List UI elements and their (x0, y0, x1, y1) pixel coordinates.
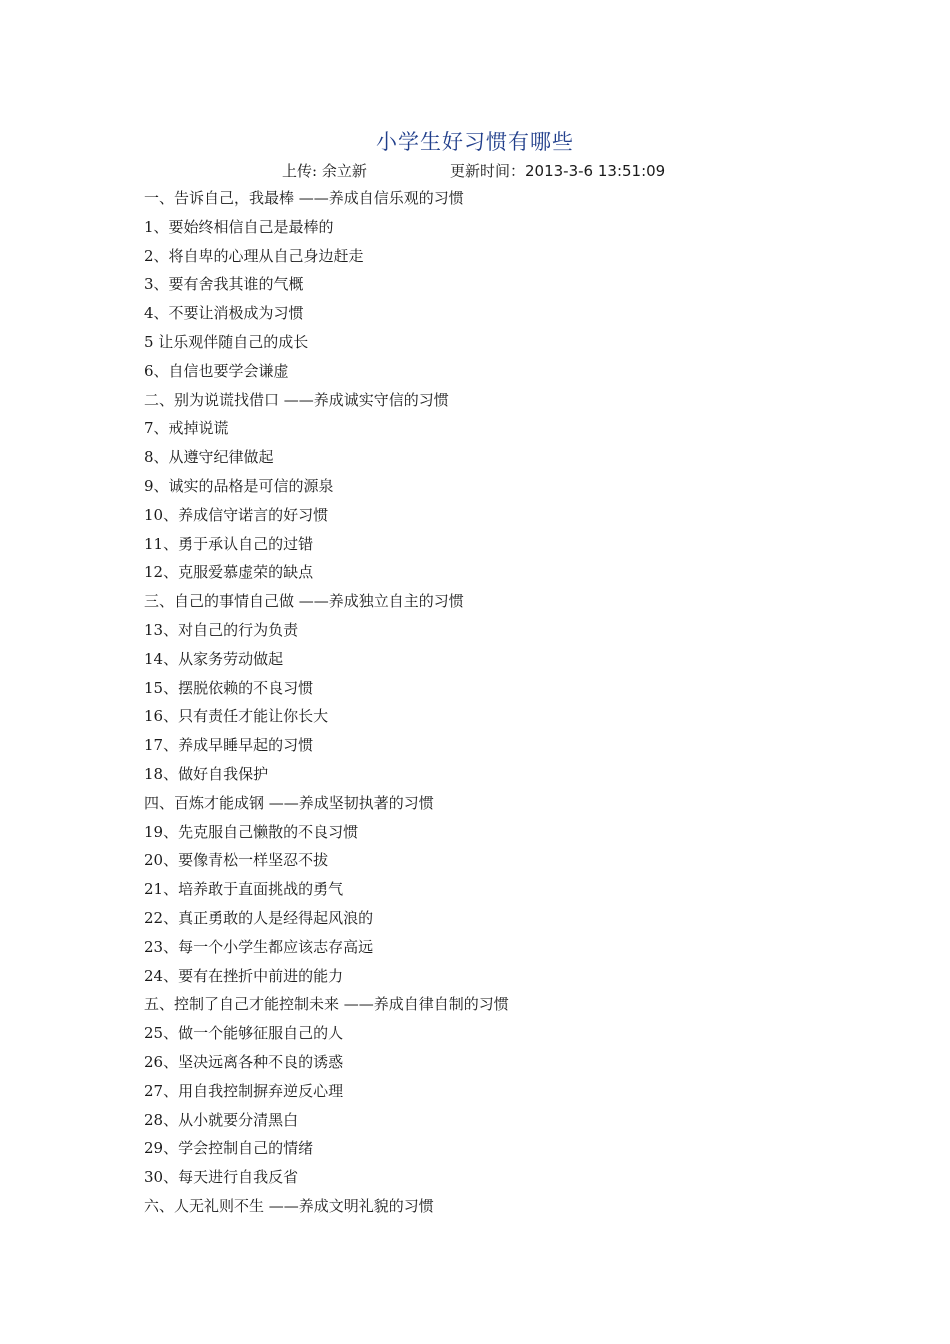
list-item: 24、要有在挫折中前进的能力 (144, 966, 344, 985)
list-item: 23、每一个小学生都应该志存高远 (144, 937, 374, 956)
list-item: 21、培养敢于直面挑战的勇气 (144, 880, 344, 899)
list-item: 二、别为说谎找借口 ——养成诚实守信的习惯 (144, 390, 449, 409)
list-item: 四、百炼才能成钢 ——养成坚韧执著的习惯 (144, 793, 434, 812)
list-item: 10、养成信守诺言的好习惯 (144, 505, 329, 524)
updated-time-label: 更新时间：2013-3-6 13:51:09 (450, 162, 666, 180)
list-item: 15、摆脱依赖的不良习惯 (144, 678, 314, 697)
list-item: 3、要有舍我其谁的气概 (144, 275, 304, 294)
list-item: 4、不要让消极成为习惯 (144, 304, 304, 323)
list-item: 16、只有责任才能让你长大 (144, 707, 329, 726)
list-item: 12、克服爱慕虚荣的缺点 (144, 563, 314, 582)
list-item: 三、自己的事情自己做 ——养成独立自主的习惯 (144, 592, 464, 611)
list-item: 25、做一个能够征服自己的人 (144, 1024, 344, 1043)
list-item: 11、勇于承认自己的过错 (144, 534, 314, 553)
meta-line (282, 160, 665, 181)
list-item: 9、诚实的品格是可信的源泉 (144, 476, 334, 495)
list-item: 19、先克服自己懒散的不良习惯 (144, 822, 359, 841)
list-item: 17、养成早睡早起的习惯 (144, 736, 314, 755)
list-item: 29、学会控制自己的情绪 (144, 1139, 314, 1158)
list-item: 26、坚决远离各种不良的诱惑 (144, 1052, 344, 1071)
list-item: 五、控制了自己才能控制未来 ——养成自律自制的习惯 (144, 995, 509, 1014)
list-item: 22、真正勇敢的人是经得起风浪的 (144, 908, 374, 927)
list-item: 7、戒掉说谎 (144, 419, 229, 438)
list-item: 18、做好自我保护 (144, 764, 269, 783)
list-item: 28、从小就要分清黑白 (144, 1110, 299, 1129)
list-item: 一、告诉自己，我最棒 ——养成自信乐观的习惯 (144, 189, 464, 207)
page-title: 小学生好习惯有哪些 (376, 130, 574, 154)
list-item: 6、自信也要学会谦虚 (144, 361, 289, 380)
list-item: 8、从遵守纪律做起 (144, 448, 274, 467)
list-item: 27、用自我控制摒弃逆反心理 (144, 1081, 344, 1100)
list-item: 13、对自己的行为负责 (144, 620, 299, 639)
list-item: 5 让乐观伴随自己的成长 (144, 332, 309, 351)
content-list (144, 184, 904, 1221)
list-item: 2、将自卑的心理从自己身边赶走 (144, 246, 364, 265)
list-item: 14、从家务劳动做起 (144, 649, 284, 668)
list-item: 30、每天进行自我反省 (144, 1168, 299, 1187)
list-item: 20、要像青松一样坚忍不拔 (144, 851, 329, 870)
uploader-label: 上传: 余立新 (282, 162, 367, 180)
list-item: 六、人无礼则不生 ——养成文明礼貌的习惯 (144, 1196, 434, 1215)
list-item: 1、要始终相信自己是最棒的 (144, 217, 334, 236)
